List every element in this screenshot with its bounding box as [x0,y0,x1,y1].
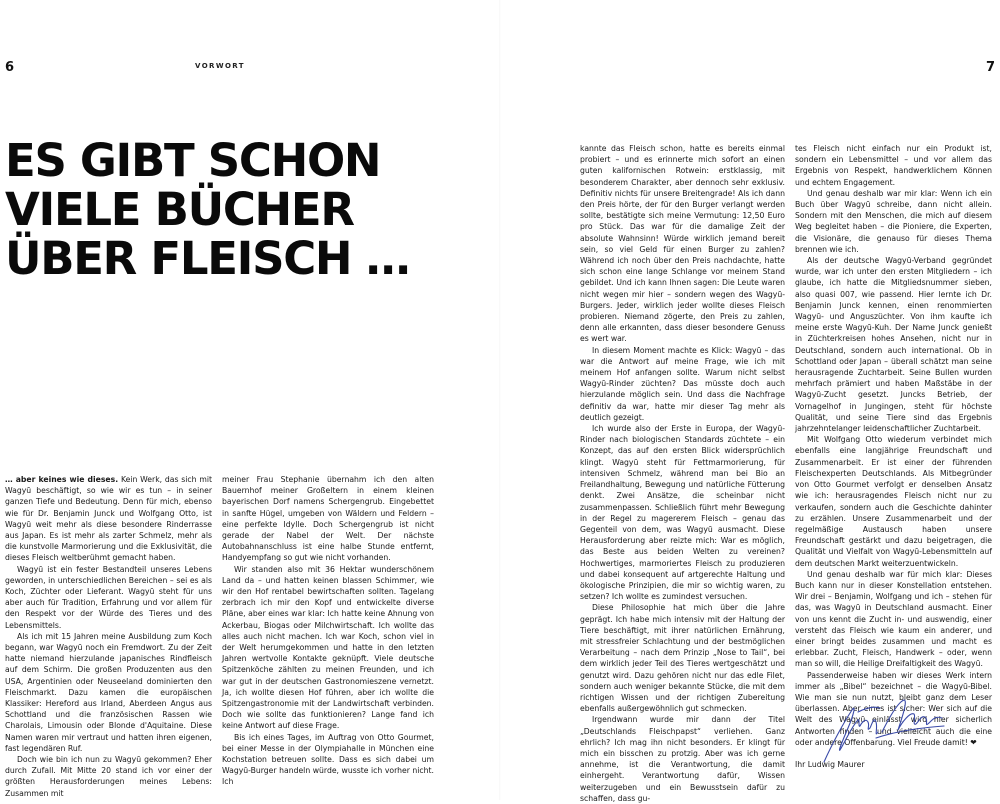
page-number-left: 6 [5,60,15,75]
lead-in: … aber keines wie dieses. [5,475,119,484]
text-column-2 [222,474,434,787]
paragraph: Wagyū ist ein fester Bestandteil unseres Lebens geworden, in unterschiedlichen Bereichen – sei es als Koch, Züchter oder Lieferant. Wagyū steht für uns aber auch für Tradition, Erfahrung und vor allem für den Respekt vor der Würde des Tieres und des Lebensmittels. [5,564,212,630]
text-column-1 [5,474,212,798]
text-column-4 [795,143,992,769]
paragraph: meiner Frau Stephanie übernahm ich den alten Bauernhof meiner Großeltern in einem kleinen bayerischen Dorf namens Schergengrub. Eingebettet in sanfte Hügel, umgeben von Wäldern und Feldern – eine perfekte Idylle. Doch Schergengrub ist nicht gerade der Nabel der Welt. Der nächste Autobahnanschluss ist eine halbe Stunde entfernt, Handyempfang so gut wie nicht vorhanden. [222,475,434,563]
paragraph: In diesem Moment machte es Klick: Wagyū – das war die Antwort auf meine Frage, wie ich mit meinem Hof anfangen sollte. Warum nicht selbst Wagyū-Rinder züchten? Das müsste doch auch hierzulande möglich sein. Und dass die Nachfrage definitiv da war, hatte mir dieser Tag mehr als deutlich gezeigt. [580,345,785,422]
paragraph: Irgendwann wurde mir dann der Titel „Deutschlands Fleischpapst“ verliehen. Ganz ehrlich? Ich mag ihn nicht besonders. Er klingt für mich ein bisschen zu protzig. Aber was ich gerne annehme, ist die Verantwortung, die damit einhergeht. Verantwortung dafür, Wissen weiterzugeben und ein Bewusstsein dafür zu schaffen, dass gu- [580,715,785,803]
paragraph: kannte das Fleisch schon, hatte es bereits einmal probiert – und es erinnerte mich sofort an einen guten kalifornischen Rotwein: erstklassig, mit besonderem Charakter, aber dennoch sehr exklusiv. Definitiv nichts für unsere Breitengrade! Als ich dann den Preis hörte, der für den Burger verlangt werden sollte, bestätigte sich meine Vermutung: 12,50 Euro pro Stück. Das war für die damalige Zeit der absolute Wahnsinn! Würde wirklich jemand bereit sein, so viel Geld für einen Burger zu zahlen? Während ich noch über den Preis nachdachte, hatte sich schon eine lange Schlange vor meinem Stand gebildet. Und ich kann Ihnen sagen: Die Leute waren nicht wegen mir hier – sondern wegen des Wagyū-Burgers. Jeder, wirklich jeder wollte dieses Fleisch probieren. Niemand zögerte, den Preis zu zahlen, denn alle erkannten, dass dieser besondere Genuss es wert war. [580,144,785,344]
title-line: ES GIBT SCHON [5,134,381,187]
paragraph: Diese Philosophie hat mich über die Jahre geprägt. Ich habe mich intensiv mit der Haltung der Tiere beschäftigt, mit ihrer natürlichen Ernährung, mit stressfreier Schlachtung und der bestmöglichen Verarbeitung – nach dem Prinzip „Nose to Tail“, bei dem wirklich jeder Teil des Tieres wertgeschätzt und genutzt wird. Dazu gehören nicht nur das edle Filet, sondern auch weniger bekannte Stücke, die mit dem richtigen Wissen und der richtigen Zubereitung ebenfalls außergewöhnlich gut schmecken. [580,603,785,714]
paragraph: Als der deutsche Wagyū-Verband gegründet wurde, war ich unter den ersten Mitgliedern – ich glaube, ich hatte die Mitgliedsnummer sieben, also quasi 007, wie passend. Hier lernte ich Dr. Benjamin Junck kennen, einen renommierten Wagyū- und Anguszüchter. Von ihm kaufte ich meine erste Wagyū-Kuh. Der Name Junck genießt in Züchterkreisen hohes Ansehen, nicht nur in Deutschland, sondern auch international. Ob in Schottland oder Japan – überall schätzt man seine herausragende Zuchtarbeit. Seine Bullen wurden mehrfach prämiert und haben Maßstäbe in der Wagyū-Zucht gesetzt. Juncks Betrieb, der Vornagelhof in Jungingen, steht für höchste Qualität, und seine Tiere sind das Ergebnis jahrzehntelanger leidenschaftlicher Zuchtarbeit. [795,256,992,434]
paragraph: tes Fleisch nicht einfach nur ein Produkt ist, sondern ein Lebensmittel – und vor allem das Ergebnis von Respekt, handwerklichem Können und echtem Engagement. [795,144,992,187]
paragraph: Und genau deshalb war mir klar: Wenn ich ein Buch über Wagyū schreibe, dann nicht allein. Sondern mit den Menschen, die mich auf diesem Weg begleitet haben – die Pioniere, die Experten, die Visionäre, die genauso für dieses Thema brennen wie ich. [795,188,992,254]
title-line: VIELE BÜCHER [5,183,354,236]
paragraph: Ich wurde also der Erste in Europa, der Wagyū-Rinder nach biologischen Standards züchtete – ein Konzept, das auf den ersten Blick widersprüchlich klingt. Wagyū steht für Fettmarmorierung, für intensiven Schmelz, während man bei Bio an Freilandhaltung, Bewegung und natürliche Fütterung denkt. Zwei Ansätze, die scheinbar nicht zusammenpassen. Schließlich führt mehr Bewegung in der Regel zu magererem Fleisch – genau das Gegenteil von dem, was Wagyū ausmacht. Diese Herausforderung aber reizte mich: War es möglich, das Beste aus beiden Welten zu vereinen? Hochwertiges, marmoriertes Fleisch zu produzieren und dabei konsequent auf artgerechte Haltung und ökologische Prinzipien, die mir so wichtig waren, zu setzen? Ich wollte es zumindest versuchen. [580,424,785,602]
paragraph: Als ich mit 15 Jahren meine Ausbildung zum Koch begann, war Wagyū noch ein Fremdwort. Zu der Zeit hatte niemand hierzulande japanisches Rindfleisch auf dem Schirm. Die großen Produzenten aus den USA, Argentinien oder Neuseeland dominierten den Fleischmarkt. Dazu kamen die europäischen Klassiker: Hereford aus Irland, Aberdeen Angus aus Schottland und die französischen Rassen wie Charolais, Limousin oder Blonde d'Aquitaine. Diese Namen waren mir vertraut und hatten ihren eigenen, fast legendären Ruf. [5,631,212,753]
paragraph [5,474,212,564]
title-line: ÜBER FLEISCH … [5,232,410,285]
chapter-title [5,134,410,285]
running-head: VORWORT [195,62,245,70]
signoff: Ihr Ludwig Maurer [795,759,865,769]
paragraph: Und genau deshalb war für mich klar: Dieses Buch kann nur in dieser Konstellation entstehen. Wir drei – Benjamin, Wolfgang und ich – stehen für das, was Wagyū in Deutschland ausmacht. Einer von uns kennt die Zucht in- und auswendig, einer versteht das Fleisch wie kaum ein anderer, und einer bringt beides zusammen und macht es erlebbar. Zucht, Fleisch, Handwerk – oder, wenn man so will, die Heilige Dreifaltigkeit des Wagyū. [795,569,992,669]
book-spine [499,0,501,800]
paragraph: Doch wie bin ich nun zu Wagyū gekommen? Eher durch Zufall. Mit Mitte 20 stand ich vor einer der größten Herausforderungen meines Lebens: Zusammen mit [5,755,212,798]
paragraph: Bis ich eines Tages, im Auftrag von Otto Gourmet, bei einer Messe in der Olympiahalle in München eine Kochstation betreuen sollte. Dass es sich dabei um Wagyū-Burger handeln würde, wusste ich vorher nicht. Ich [222,732,434,787]
paragraph-text: Kein Werk, das sich mit Wagyū beschäftigt, so wie wir es tun – in seiner ganzen Tiefe und Bedeutung. Denn für mich, ebenso wie für Dr. Benjamin Junck und Wolfgang Otto, ist Wagyū weit mehr als diese besondere Rinderrasse aus Japan. Es ist mehr als zarter Schmelz, mehr als die kunstvolle Marmorierung und die Exklusivität, die dieses Fleisch weltberühmt gemacht haben. [5,475,212,563]
paragraph: Passenderweise haben wir dieses Werk intern immer als „Bibel“ bezeichnet – die Wagyū-Bibel. Wie man sie nun nutzt, bleibt ganz dem Leser überlassen. Aber eines ist sicher: Wer sich auf die Welt des Wagyū einlässt, wird hier sicherlich Antworten finden – und vielleicht auch die eine oder andere Offenbarung. Viel Freude damit! ❤ [795,670,992,747]
handwritten-signature [818,692,948,772]
page-number-right: 7 [985,60,995,75]
paragraph: Wir standen also mit 36 Hektar wunderschönem Land da – und hatten keinen blassen Schimmer, wie wir den Hof rentabel bewirtschaften sollten. Tagelang zerbrach ich mir den Kopf und entwickelte diverse Pläne, aber eines war klar: Ich hatte keine Ahnung von Ackerbau, Biogas oder Milchwirtschaft. Ich wollte das alles auch nicht machen. Ich war Koch, schon viel in der Welt herumgekommen und hatte in den letzten Jahren wertvolle Kontakte geknüpft. Viele deutsche Spitzenköche zählten zu meinen Freunden, und ich war gut in der deutschen Gastronomieszene vernetzt. Ja, ich wollte diesen Hof führen, aber ich wollte die Spitzengastronomie mit der Landwirtschaft verbinden. Doch wie sollte das funktionieren? Lange fand ich keine Antwort auf diese Frage. [222,564,434,731]
text-column-3 [580,143,785,803]
paragraph: Mit Wolfgang Otto wiederum verbindet mich ebenfalls eine langjährige Freundschaft und Zusammenarbeit. Er ist einer der führenden Fleischexperten Deutschlands. Als Mitbegründer von Otto Gourmet verfolgt er denselben Ansatz wie ich: herausragendes Fleisch nicht nur zu verkaufen, sondern auch die Geschichte dahinter zu erzählen. Unsere Zusammenarbeit und der regelmäßige Austausch haben unsere Freundschaft gestärkt und dazu beigetragen, die Qualität und Vielfalt von Wagyū-Lebensmitteln auf dem deutschen Markt weiterzuentwickeln. [795,435,992,568]
